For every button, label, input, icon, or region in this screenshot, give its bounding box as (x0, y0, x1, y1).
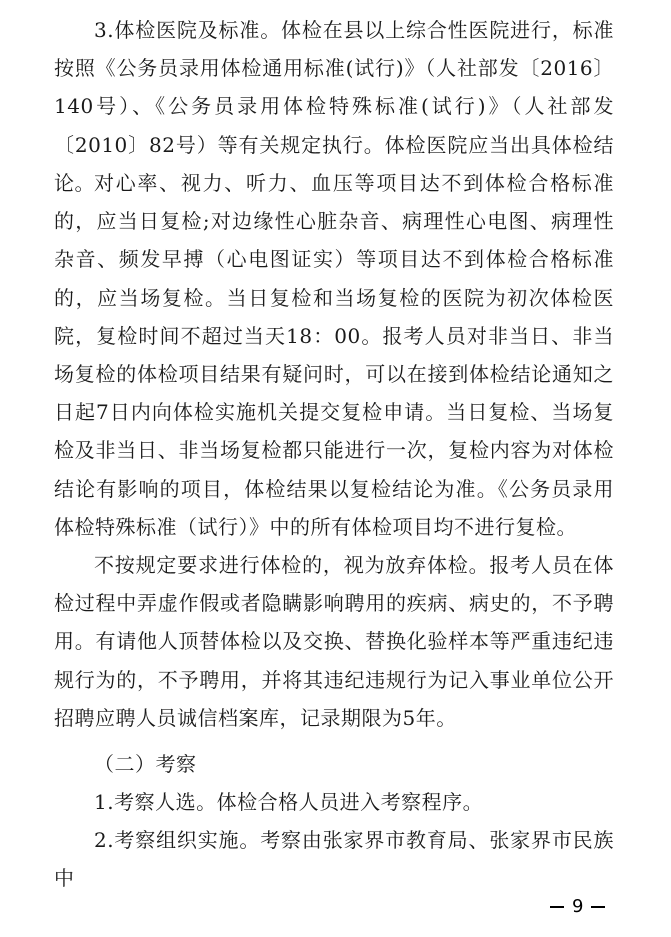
page-number: 9 (572, 896, 584, 917)
footer-dash-right (591, 906, 605, 908)
footer-dash-left (550, 906, 564, 908)
paragraph-exam-violations: 不按规定要求进行体检的，视为放弃体检。报考人员在体检过程中弄虚作假或者隐瞒影响聘用的疾病、病史的，不予聘用。有请他人顶替体检以及交换、替换化验样本等严重违纪违规行为的，不予聘用，并将其违纪违规行为记入事业单位公开招聘应聘人员诚信档案库，记录期限为5年。 (54, 553, 614, 730)
paragraph-reexamination-rules: 对心率、视力、听力、血压等项目达不到体检合格标准的，应当日复检;对边缘性心脏杂音、病理性心电图、病理性杂音、频发早搏（心电图证实）等项目达不到体检合格标准的，应当场复检。当日复检和当场复检的医院为初次体检医院，复检时间不超过当天18：00。报考人员对非当日、非当场复检的体检项目结果有疑问时，可以在接到体检结论通知之日起7日内向体检实施机关提交复检申请。当日复检、当场复检及非当日、非当场复检都只能进行一次，复检内容为对体检结论有影响的项目，体检结果以复检结论为准。《公务员录用体检特殊标准（试行）》中的所有体检项目均不进行复检。 (54, 171, 614, 539)
section-heading-inspection: （二）考察 (94, 752, 197, 776)
paragraph-inspection-candidates: 1.考察人选。体检合格人员进入考察程序。 (94, 790, 484, 814)
paragraph-inspection-organization: 2.考察组织实施。考察由张家界市教育局、张家界市民族中 (54, 828, 614, 891)
page-footer (550, 896, 605, 917)
paragraph-medical-exam-hospital-standards: 3.体检医院及标准。体检在县以上综合性医院进行，标准按照《公务员录用体检通用标准(试行)》（人社部发〔2016〕140号）、《公务员录用体检特殊标准(试行)》（人社部发〔2010〕82号）等有关规定执行。体检医院应当出具体检结论。 (54, 18, 614, 195)
